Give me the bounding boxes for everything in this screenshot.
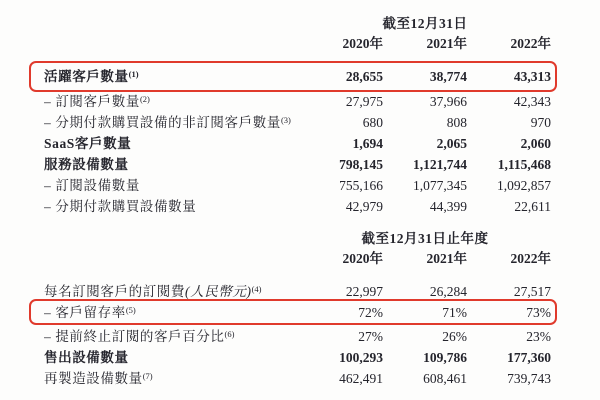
year-column-header: 2021年 <box>426 36 467 51</box>
table-row-devices-in-service <box>44 153 551 174</box>
table-row-early-termination-percentage <box>44 325 551 346</box>
metric-value: 970 <box>530 115 551 130</box>
year-column-header: 2020年 <box>342 36 383 51</box>
row-label-text: 售出設備數量 <box>44 350 129 365</box>
metric-value: 42,979 <box>345 199 383 214</box>
metric-value: 44,399 <box>429 199 467 214</box>
table-row-subscription-fee-per-customer <box>44 280 551 301</box>
row-label <box>44 280 299 300</box>
row-label-text: – 訂閱設備數量 <box>44 178 140 193</box>
table-body <box>44 65 551 216</box>
table-row-devices-sold <box>44 346 551 367</box>
footnote-ref: (5) <box>125 304 136 315</box>
metric-value: 462,491 <box>339 371 383 386</box>
metric-value: 798,145 <box>339 157 383 172</box>
metric-value: 71% <box>442 305 467 320</box>
footnote-ref: (7) <box>142 370 153 381</box>
table-row-installment-purchase-devices <box>44 195 551 216</box>
row-label <box>44 367 299 387</box>
row-label-text: 活躍客戶數量 <box>44 69 129 84</box>
row-label <box>44 346 299 366</box>
row-label <box>44 132 299 152</box>
metric-value: 37,966 <box>429 94 467 109</box>
row-label-text: 服務設備數量 <box>44 157 129 172</box>
row-label-text: – 提前終止訂閱的客戶百分比 <box>44 329 225 344</box>
metric-value: 28,655 <box>345 69 383 84</box>
row-label <box>44 325 299 345</box>
metric-value: 22,997 <box>345 284 383 299</box>
row-label-text: – 分期付款購買設備的非訂閱客戶數量 <box>44 115 281 130</box>
year-column-header: 2022年 <box>510 36 551 51</box>
row-label <box>44 174 299 194</box>
table-period-header: 截至12月31日止年度 <box>361 231 489 246</box>
metric-value: 26% <box>442 329 467 344</box>
metric-value: 1,092,857 <box>497 178 551 193</box>
row-label-text: – 訂閱客戶數量 <box>44 94 140 109</box>
row-label-text: – 客戶留存率 <box>44 305 126 320</box>
footnote-ref: (2) <box>139 93 150 104</box>
table-row-active-customers <box>44 65 551 86</box>
metric-value: 23% <box>526 329 551 344</box>
metric-value: 1,115,468 <box>497 157 551 172</box>
metric-value: 1,694 <box>352 136 383 151</box>
annual-metrics-table <box>44 227 551 388</box>
metric-value: 27% <box>358 329 383 344</box>
row-label <box>44 301 299 321</box>
metric-value: 739,743 <box>507 371 551 386</box>
row-label-text: 每名訂閱客戶的訂閱費 <box>44 284 185 299</box>
metric-value: 680 <box>362 115 383 130</box>
footnote-ref: (3) <box>280 114 291 125</box>
table-period-header-row <box>44 227 551 247</box>
row-label-text: – 分期付款購買設備數量 <box>44 199 197 214</box>
metric-value: 755,166 <box>339 178 383 193</box>
table-body <box>44 280 551 388</box>
table-row-subscription-customers <box>44 90 551 111</box>
metric-value: 808 <box>446 115 467 130</box>
footnote-ref: (1) <box>128 68 139 79</box>
metric-value: 43,313 <box>513 69 551 84</box>
metric-value: 608,461 <box>423 371 467 386</box>
table-row-remanufactured-devices <box>44 367 551 388</box>
row-label <box>44 111 299 131</box>
table-row-customer-retention-rate <box>44 301 551 322</box>
row-label-unit: (人民幣元) <box>185 284 252 299</box>
year-column-header: 2020年 <box>342 251 383 266</box>
metric-value: 27,975 <box>345 94 383 109</box>
row-label <box>44 65 299 85</box>
operating-metrics-table <box>44 12 551 216</box>
row-label-text: 再製造設備數量 <box>44 371 143 386</box>
footnote-ref: (6) <box>224 328 235 339</box>
year-column-header: 2022年 <box>510 251 551 266</box>
metric-value: 73% <box>526 305 551 320</box>
metric-value: 177,360 <box>507 350 551 365</box>
table-row-subscription-devices <box>44 174 551 195</box>
year-header-row <box>44 247 551 267</box>
metric-value: 27,517 <box>513 284 551 299</box>
year-header-row <box>44 32 551 52</box>
table-row-saas-customers <box>44 132 551 153</box>
table-row-installment-nonsubscription-customers <box>44 111 551 132</box>
row-label-text: SaaS客戶數量 <box>44 136 132 151</box>
row-label <box>44 195 299 215</box>
metric-value: 100,293 <box>339 350 383 365</box>
metric-value: 109,786 <box>423 350 467 365</box>
metric-value: 2,065 <box>436 136 467 151</box>
metric-value: 72% <box>358 305 383 320</box>
metric-value: 1,121,744 <box>413 157 467 172</box>
table-period-header-row <box>44 12 551 32</box>
table-period-header: 截至12月31日 <box>382 16 468 31</box>
metric-value: 38,774 <box>429 69 467 84</box>
metric-value: 1,077,345 <box>413 178 467 193</box>
metric-value: 2,060 <box>520 136 551 151</box>
year-column-header: 2021年 <box>426 251 467 266</box>
metric-value: 26,284 <box>429 284 467 299</box>
metric-value: 22,611 <box>514 199 551 214</box>
footnote-ref: (4) <box>251 283 262 294</box>
row-label <box>44 90 299 110</box>
row-label <box>44 153 299 173</box>
metric-value: 42,343 <box>513 94 551 109</box>
